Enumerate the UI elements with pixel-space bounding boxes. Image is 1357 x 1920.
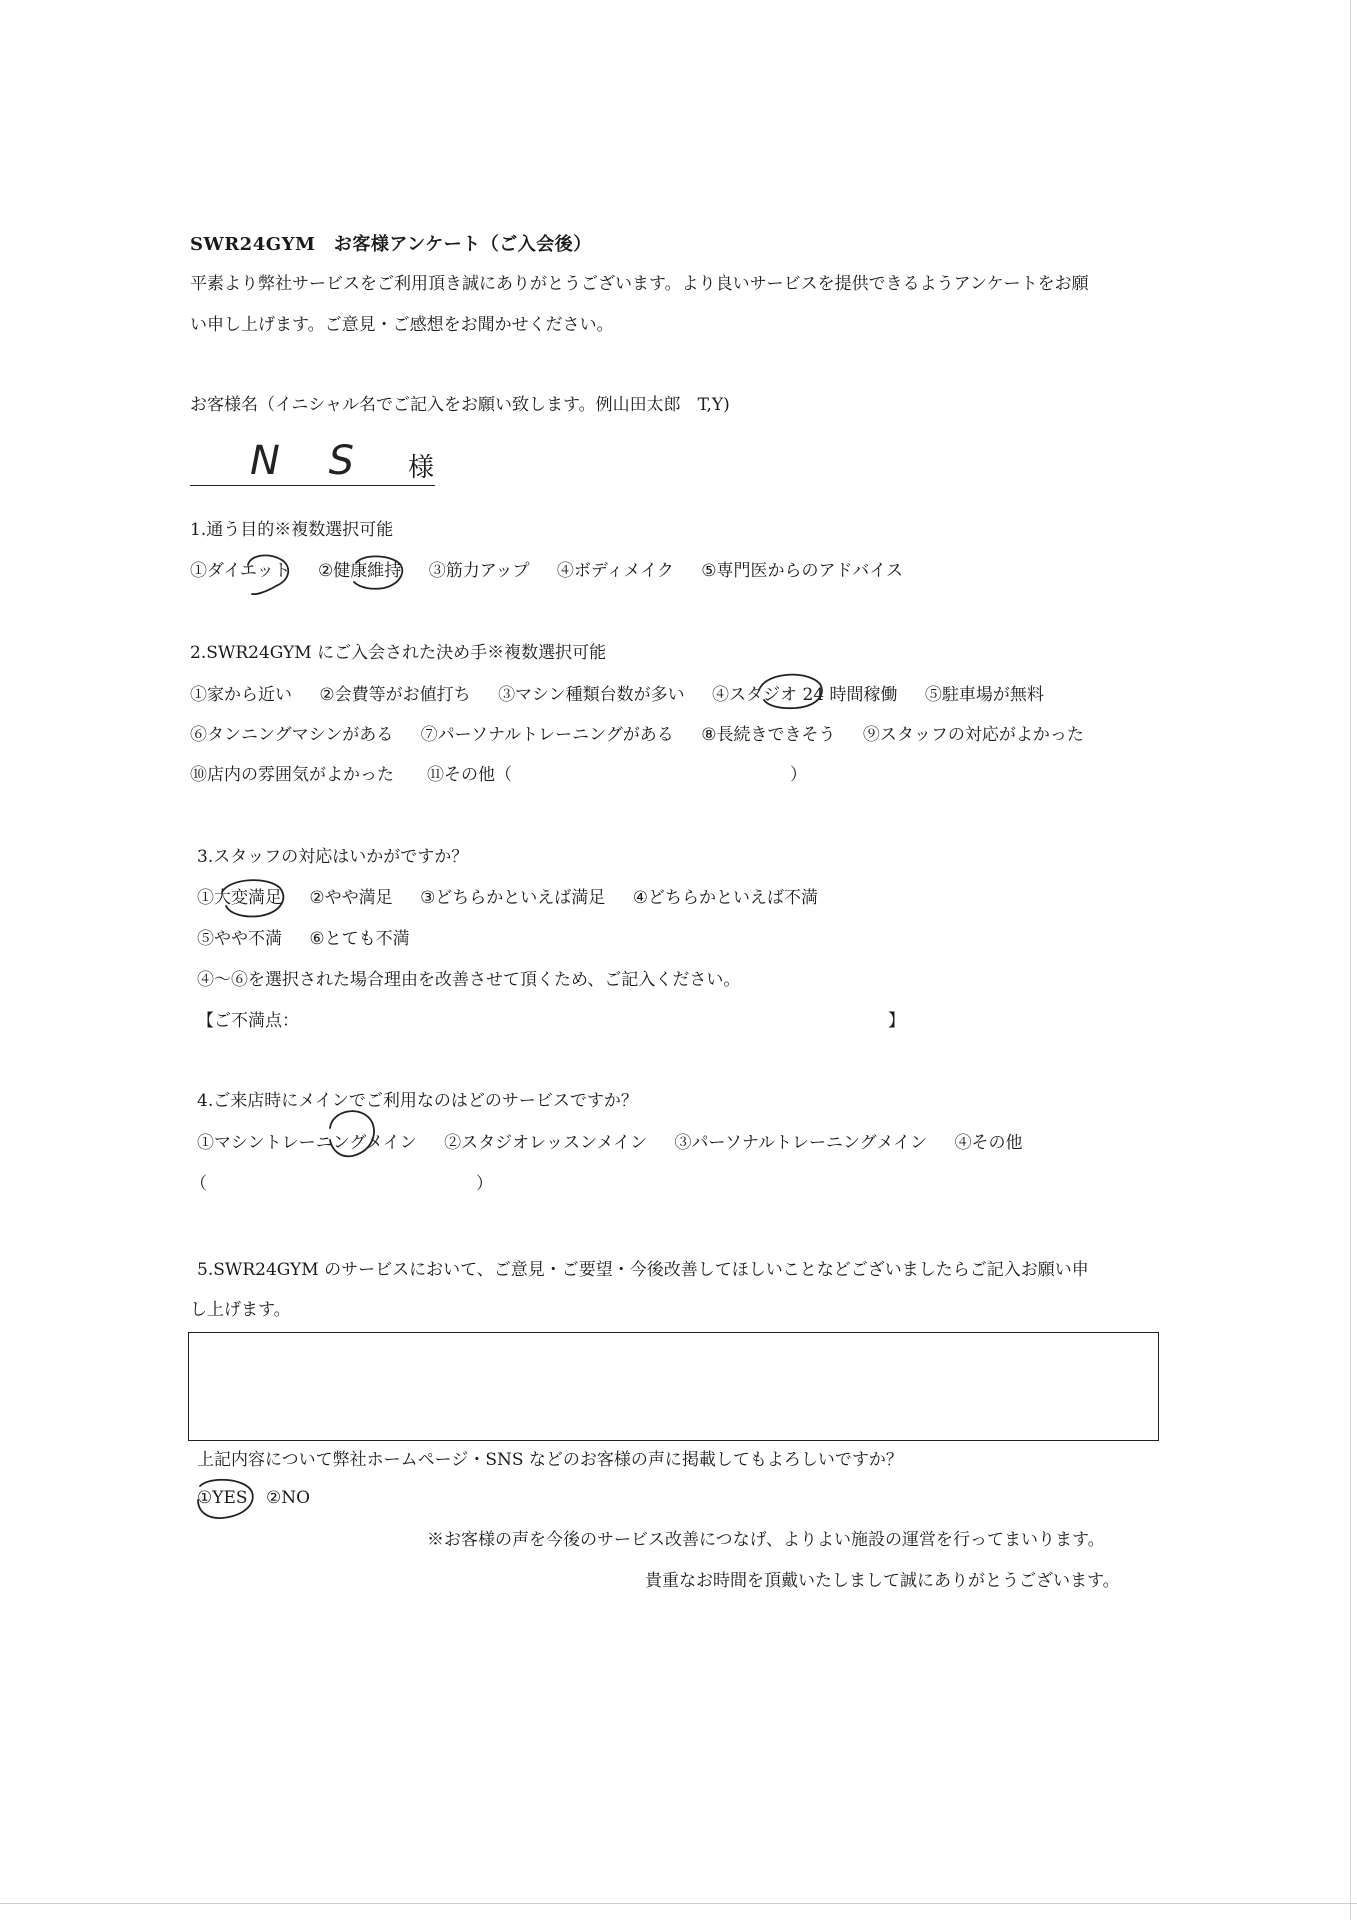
publish-question: 上記内容について弊社ホームページ・SNS などのお客様の声に掲載してもよろしいですか？ (197, 1450, 903, 1470)
q2-options-row1 (190, 687, 1044, 704)
q2-option-near-home[interactable]: ①家から近い (190, 685, 292, 705)
q3-complaint-input[interactable] (300, 1008, 880, 1034)
scan-edge-bottom (0, 1903, 1357, 1904)
q1-option-bodymake[interactable]: ④ボディメイク (556, 561, 674, 581)
q2-option-fee[interactable]: ②会費等がお値打ち (319, 685, 471, 705)
q2-option-personal[interactable]: ⑦パーソナルトレーニングがある (420, 725, 674, 745)
customer-suffix: 様 (408, 453, 435, 483)
q5-title-line-2: し上げます。 (190, 1300, 291, 1320)
scan-edge-right (1350, 0, 1351, 1920)
q2-title: 2.SWR24GYM にご入会された決め手※複数選択可能 (190, 643, 607, 663)
q3-option-unsatisfied[interactable]: ⑤やや不満 (197, 929, 282, 949)
q2-option-staff[interactable]: ⑨スタッフの対応がよかった (862, 725, 1084, 745)
q4-options (197, 1135, 1023, 1152)
q4-other-close: ） (476, 1174, 493, 1194)
customer-initials[interactable]: N S (250, 438, 373, 484)
publish-option-no[interactable]: ②NO (266, 1488, 311, 1508)
q2-option-24h[interactable]: ④スタジオ 24 時間稼働 (712, 685, 898, 705)
q3-complaint-open: 【ご不満点： (197, 1011, 299, 1031)
q4-option-other[interactable]: ④その他 (954, 1133, 1023, 1153)
q3-options-row1 (197, 890, 818, 907)
q3-complaint-close: 】 (888, 1011, 905, 1031)
q3-option-very-satisfied[interactable]: ①大変満足 (197, 888, 282, 908)
footer-note: ※お客様の声を今後のサービス改善につなげ、よりよい施設の運営を行ってまいります。 (427, 1530, 1105, 1550)
intro-line-2: い申し上げます。ご意見・ご感想をお聞かせください。 (190, 315, 614, 335)
q5-comment-box[interactable] (188, 1332, 1159, 1441)
footer-thanks: 貴重なお時間を頂戴いたしまして誠にありがとうございます。 (645, 1571, 1120, 1591)
q2-option-tanning[interactable]: ⑥タンニングマシンがある (190, 725, 394, 745)
q3-option-somewhat-unsatisfied[interactable]: ④どちらかといえば不満 (632, 888, 818, 908)
q2-option-atmosphere[interactable]: ⑩店内の雰囲気がよかった (190, 765, 394, 785)
survey-title: SWR24GYM お客様アンケート（ご入会後） (190, 234, 592, 255)
q2-option-parking[interactable]: ⑤駐車場が無料 (924, 685, 1044, 705)
q2-options-row2 (190, 727, 1084, 744)
q3-option-satisfied[interactable]: ②やや満足 (309, 888, 393, 908)
q1-option-doctor[interactable]: ⑤専門医からのアドバイス (701, 561, 904, 581)
q2-other-close: ） (790, 765, 807, 785)
q4-option-personal[interactable]: ③パーソナルトレーニングメイン (674, 1133, 928, 1153)
intro-line-1: 平素より弊社サービスをご利用頂き誠にありがとうございます。より良いサービスを提供できるようアンケートをお願 (190, 274, 1089, 294)
customer-name-underline (190, 485, 435, 486)
q3-option-somewhat-satisfied[interactable]: ③どちらかといえば満足 (420, 888, 606, 908)
q1-option-health[interactable]: ②健康維持 (318, 561, 402, 581)
q2-option-other[interactable]: ⑪その他（ (427, 765, 512, 785)
q2-option-continue[interactable]: ⑧長続きできそう (701, 725, 836, 745)
q1-option-muscle[interactable]: ③筋力アップ (428, 561, 530, 581)
q1-options (190, 563, 903, 580)
q3-title: 3.スタッフの対応はいかがですか？ (197, 847, 469, 867)
q4-other-open: （ (190, 1174, 207, 1194)
customer-name-label: お客様名（イニシャル名でご記入をお願い致します。例山田太郎 T,Y) (190, 395, 730, 415)
q4-title: 4.ご来店時にメインでご利用なのはどのサービスですか？ (197, 1091, 638, 1111)
q3-option-very-unsatisfied[interactable]: ⑥とても不満 (309, 929, 410, 949)
q4-option-studio[interactable]: ②スタジオレッスンメイン (444, 1133, 648, 1153)
q3-note: ④～⑥を選択された場合理由を改善させて頂くため、ご記入ください。 (197, 970, 741, 990)
q5-title-line-1: 5.SWR24GYM のサービスにおいて、ご意見・ご要望・今後改善してほしいことなどございましたらご記入お願い申 (197, 1260, 1089, 1280)
q4-option-machine[interactable]: ①マシントレーニングメイン (197, 1133, 417, 1153)
q1-option-diet[interactable]: ①ダイエット (190, 561, 291, 581)
q3-options-row2 (197, 931, 410, 948)
q1-title: 1.通う目的※複数選択可能 (190, 520, 394, 540)
q2-option-machines[interactable]: ③マシン種類台数が多い (498, 685, 685, 705)
publish-option-yes[interactable]: ①YES (197, 1488, 248, 1508)
